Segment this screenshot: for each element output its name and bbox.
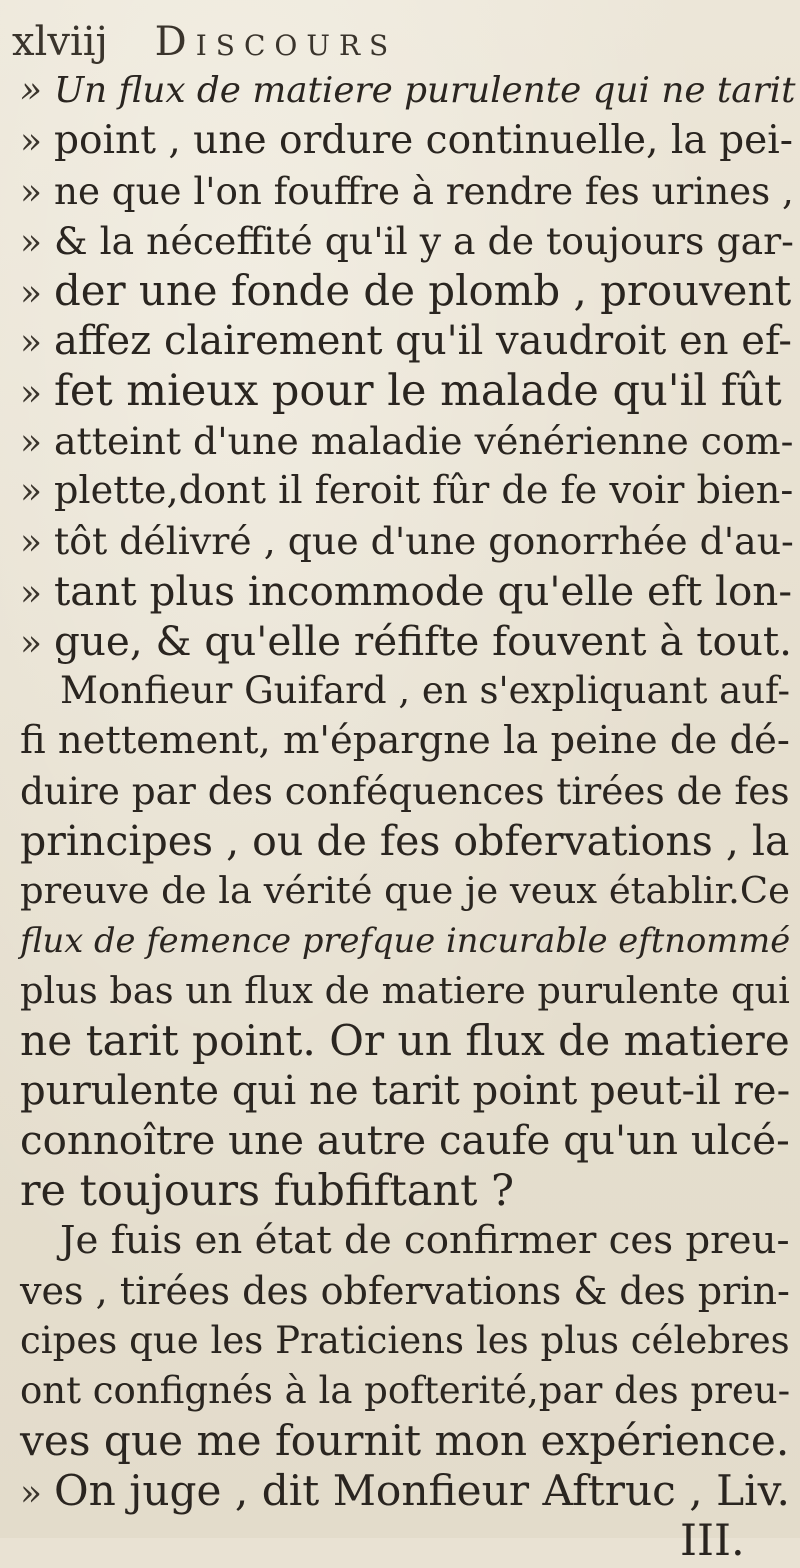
- text-line: [60, 1214, 790, 1268]
- page-folio: xlviij: [12, 19, 108, 65]
- text-line: [20, 814, 790, 868]
- quote-mark: »: [20, 172, 43, 213]
- line-text: plus bas un flux de matiere purulente qui: [20, 969, 790, 1012]
- quote-mark: »: [20, 1473, 43, 1514]
- line-text: tôt délivré , que d'une gonorrhée d'au-: [54, 519, 794, 563]
- text-line: [20, 364, 782, 418]
- quote-mark: »: [20, 623, 43, 664]
- line-text: On juge , dit Monfieur Aftruc , Liv.: [54, 1466, 790, 1515]
- line-text: III.: [680, 1516, 745, 1566]
- line-text: atteint d'une maladie vénérienne com-: [54, 419, 794, 463]
- quote-mark: »: [20, 471, 43, 512]
- text-line: [20, 1014, 790, 1068]
- line-text: Un flux de matiere purulente qui ne tarit: [54, 70, 796, 111]
- text-line: [20, 264, 791, 318]
- text-line: [20, 1414, 789, 1468]
- text-line: [20, 164, 794, 218]
- line-text: ont confignés à la pofterité,par des preu-: [20, 1369, 791, 1412]
- line-text: ves , tirées des obfervations & des prin-: [20, 1269, 790, 1313]
- text-line: [20, 1314, 790, 1368]
- page-header: [12, 12, 772, 72]
- text-line: [20, 514, 794, 568]
- line-text: tant plus incommode qu'elle eft lon-: [54, 567, 792, 615]
- line-text: cipes que les Praticiens les plus célebres: [20, 1319, 790, 1362]
- line-text: affez clairement qu'il vaudroit en ef-: [54, 318, 792, 364]
- quote-mark: »: [20, 222, 43, 263]
- text-line: [20, 764, 790, 818]
- text-line: [20, 714, 790, 768]
- catchword: [680, 1514, 745, 1568]
- line-text: fet mieux pour le malade qu'il fût: [54, 366, 782, 416]
- quote-mark: »: [20, 573, 43, 614]
- text-line: [20, 914, 790, 968]
- text-line: [20, 314, 792, 368]
- line-text: ne que l'on fouffre à rendre fes urines ,: [54, 169, 794, 213]
- text-line: [20, 1114, 790, 1168]
- text-line: [20, 564, 792, 618]
- line-text: point , une ordure continuelle, la pei-: [54, 118, 793, 163]
- line-text: der une fonde de plomb , prouvent: [54, 266, 792, 315]
- line-text: duire par des conféquences tirées de fes: [20, 769, 790, 813]
- text-line: [20, 464, 793, 518]
- line-text: Monfieur Guifard , en s'expliquant auf-: [60, 669, 790, 712]
- quote-mark: »: [20, 70, 43, 111]
- line-text: ves que me fournit mon expérience.: [20, 1416, 790, 1465]
- line-text: plette,dont il feroit fûr de fe voir bien-: [54, 469, 794, 513]
- line-text: Je fuis en état de confirmer ces preu-: [60, 1218, 790, 1263]
- quote-mark: »: [20, 273, 43, 314]
- quote-mark: »: [20, 522, 43, 563]
- text-line: [60, 664, 790, 718]
- text-line: [20, 214, 794, 268]
- running-title: Discours: [154, 19, 398, 65]
- text-line: [20, 114, 793, 168]
- line-text: preuve de la vérité que je veux établir.Ce: [20, 869, 790, 912]
- quote-mark: »: [20, 422, 43, 463]
- text-line: [20, 1264, 790, 1318]
- quote-mark: »: [20, 373, 43, 414]
- text-line: [20, 1364, 790, 1418]
- text-line: [20, 1464, 790, 1518]
- quote-mark: »: [20, 121, 43, 162]
- quote-mark: »: [20, 322, 43, 363]
- line-text: & la néceffité qu'il y a de toujours gar-: [54, 219, 794, 263]
- text-line: [20, 864, 790, 918]
- line-text: re toujours fubfiftant ?: [20, 1166, 515, 1216]
- text-line: [20, 64, 795, 118]
- line-text: fi nettement, m'épargne la peine de dé-: [20, 718, 790, 763]
- line-text: gue, & qu'elle réfifte fouvent à tout.: [54, 617, 792, 665]
- text-line: [20, 614, 792, 668]
- line-text: connoître une autre caufe qu'un ulcé-: [20, 1117, 790, 1164]
- text-line: [20, 414, 793, 468]
- line-text: ne tarit point. Or un flux de matiere: [20, 1016, 790, 1065]
- text-line: [20, 964, 790, 1018]
- line-text: principes , ou de fes obfervations , la: [20, 817, 790, 865]
- text-line: [20, 1064, 790, 1118]
- text-line: [20, 1164, 514, 1218]
- line-text: flux de femence prefque incurable eftnommé: [20, 921, 791, 960]
- line-text: purulente qui ne tarit point peut-il re-: [20, 1068, 791, 1114]
